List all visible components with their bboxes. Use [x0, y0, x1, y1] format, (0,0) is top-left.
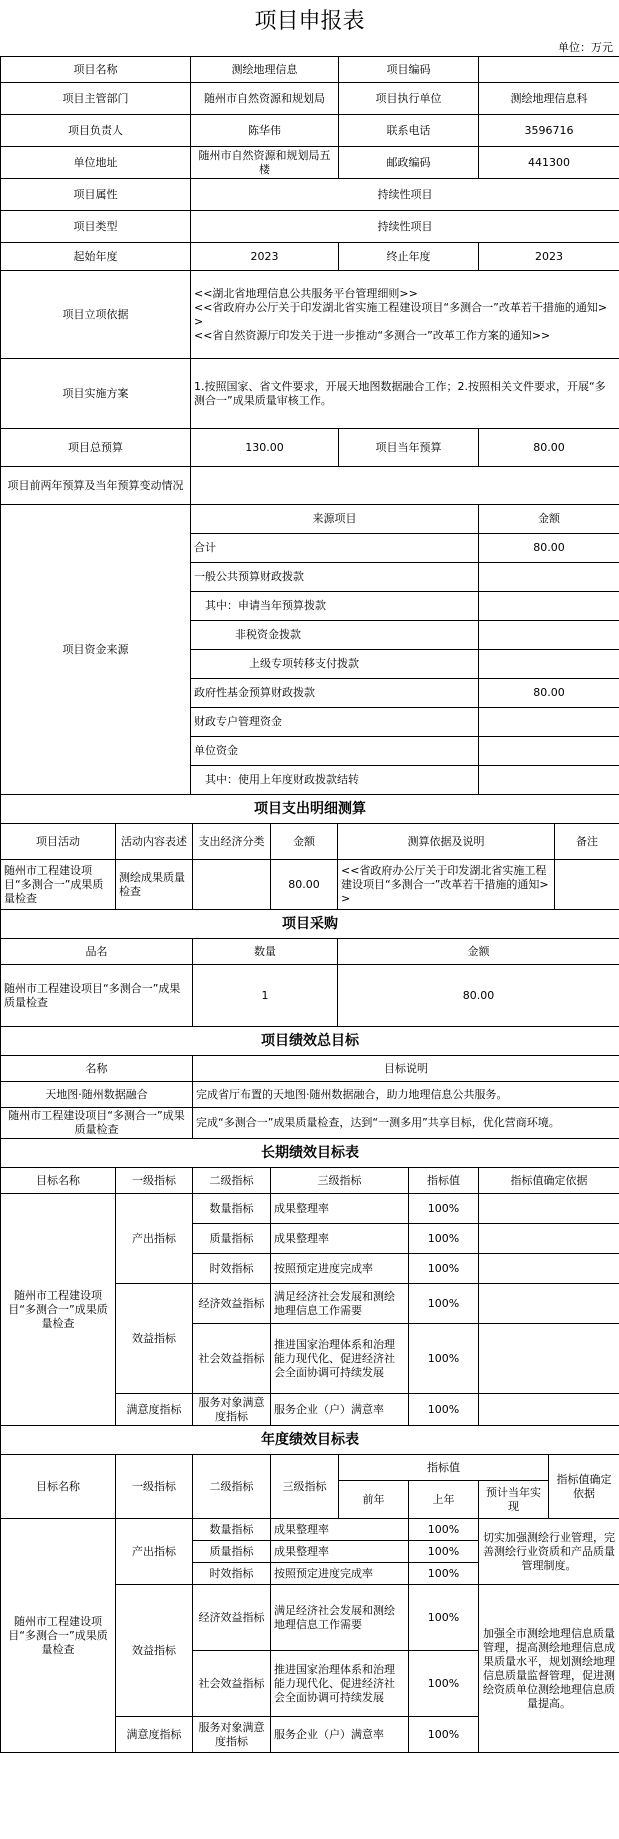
purchase-header: 品名 — [1, 939, 193, 965]
phone-label: 联系电话 — [339, 115, 479, 147]
fund-row-amount — [479, 563, 619, 592]
expense-section-title: 项目支出明细测算 — [1, 795, 619, 824]
annual-l2: 服务对象满意度指标 — [193, 1717, 271, 1753]
fund-row-name: 上级专项转移支付拨款 — [191, 650, 479, 679]
expense-table — [0, 794, 619, 910]
longterm-l3: 成果整理率 — [271, 1194, 409, 1224]
longterm-basis — [479, 1194, 619, 1224]
longterm-l3: 服务企业（户）满意率 — [271, 1394, 409, 1426]
annual-target: 随州市工程建设项目“多测合一”成果质量检查 — [1, 1519, 116, 1753]
exec-value: 测绘地理信息科 — [479, 83, 619, 115]
perf-name: 随州市工程建设项目“多测合一”成果质量检查 — [1, 1108, 193, 1139]
annual-val: 100% — [409, 1651, 479, 1717]
annual-header-l1: 一级指标 — [116, 1455, 193, 1519]
longterm-section-title: 长期绩效目标表 — [1, 1139, 619, 1168]
perf-section-title: 项目绩效总目标 — [1, 1027, 619, 1056]
longterm-l3: 推进国家治理体系和治理能力现代化、促进经济社会全面协调可持续发展 — [271, 1324, 409, 1394]
annual-l3: 成果整理率 — [271, 1519, 409, 1541]
perf-name: 天地图·随州数据融合 — [1, 1082, 193, 1108]
fund-row-name: 财政专户管理资金 — [191, 708, 479, 737]
annual-basis: 加强全市测绘地理信息质量管理，提高测绘地理信息成果质量水平，规划测绘地理信息质量监督管理，促进测绘资质单位测绘地理信息质量提高。 — [479, 1585, 619, 1753]
longterm-basis — [479, 1394, 619, 1426]
longterm-val: 100% — [409, 1324, 479, 1394]
perf-desc: 完成省厅布置的天地图·随州数据融合，助力地理信息公共服务。 — [193, 1082, 619, 1108]
end-value: 2023 — [479, 243, 619, 271]
perf-desc: 完成“多测合一”成果质量检查，达到“一测多用”共享目标，优化营商环境。 — [193, 1108, 619, 1139]
attr-value: 持续性项目 — [191, 179, 619, 211]
total-value: 130.00 — [191, 429, 339, 467]
longterm-l3: 满足经济社会发展和测绘地理信息工作需要 — [271, 1284, 409, 1324]
annual-l2: 社会效益指标 — [193, 1651, 271, 1717]
expense-content: 测绘成果质量检查 — [116, 860, 193, 910]
annual-header-target: 目标名称 — [1, 1455, 116, 1519]
annual-l2: 数量指标 — [193, 1519, 271, 1541]
annual-header-l3: 三级指标 — [271, 1455, 339, 1519]
fund-row-amount: 80.00 — [479, 534, 619, 563]
fund-row-name: 其中：申请当年预算拨款 — [191, 592, 479, 621]
basic-info-table — [0, 56, 619, 505]
change-label: 项目前两年预算及当年预算变动情况 — [1, 467, 191, 505]
annual-l3: 满足经济社会发展和测绘地理信息工作需要 — [271, 1585, 409, 1651]
total-label: 项目总预算 — [1, 429, 191, 467]
annual-val: 100% — [409, 1541, 479, 1563]
annual-header-prev: 上年 — [409, 1481, 479, 1519]
end-label: 终止年度 — [339, 243, 479, 271]
annual-header-cur: 预计当年实现 — [479, 1481, 549, 1519]
annual-basis: 切实加强测绘行业管理，完善测绘行业资质和产品质量管理制度。 — [479, 1519, 619, 1585]
perf-table — [0, 1026, 619, 1139]
expense-header: 金额 — [271, 824, 338, 860]
fund-row-name: 非税资金拨款 — [191, 621, 479, 650]
fund-row-amount: 80.00 — [479, 679, 619, 708]
year-budget-label: 项目当年预算 — [339, 429, 479, 467]
annual-l2: 经济效益指标 — [193, 1585, 271, 1651]
expense-header: 项目活动 — [1, 824, 116, 860]
longterm-l2: 时效指标 — [193, 1254, 271, 1284]
annual-header-basis: 指标值确定依据 — [549, 1455, 619, 1519]
purchase-header: 金额 — [338, 939, 619, 965]
longterm-l2: 服务对象满意度指标 — [193, 1394, 271, 1426]
longterm-l1: 满意度指标 — [116, 1394, 193, 1426]
type-label: 项目类型 — [1, 211, 191, 243]
basis-label: 项目立项依据 — [1, 271, 191, 359]
longterm-basis — [479, 1324, 619, 1394]
annual-l3: 按照预定进度完成率 — [271, 1563, 409, 1585]
expense-header: 活动内容表述 — [116, 824, 193, 860]
longterm-header: 三级指标 — [271, 1168, 409, 1194]
fund-row-name: 合计 — [191, 534, 479, 563]
longterm-l3: 按照预定进度完成率 — [271, 1254, 409, 1284]
owner-value: 陈华伟 — [191, 115, 339, 147]
annual-l3: 成果整理率 — [271, 1541, 409, 1563]
annual-val: 100% — [409, 1563, 479, 1585]
code-value — [479, 57, 619, 83]
longterm-header: 指标值确定依据 — [479, 1168, 619, 1194]
longterm-l2: 社会效益指标 — [193, 1324, 271, 1394]
fund-row-amount — [479, 621, 619, 650]
annual-section-title: 年度绩效目标表 — [1, 1426, 619, 1455]
purchase-name: 随州市工程建设项目“多测合一”成果质量检查 — [1, 965, 193, 1027]
longterm-basis — [479, 1224, 619, 1254]
name-value: 测绘地理信息 — [191, 57, 339, 83]
expense-header: 测算依据及说明 — [338, 824, 555, 860]
longterm-val: 100% — [409, 1194, 479, 1224]
expense-header: 支出经济分类 — [193, 824, 271, 860]
phone-value: 3596716 — [479, 115, 619, 147]
zip-label: 邮政编码 — [339, 147, 479, 179]
annual-l3: 服务企业（户）满意率 — [271, 1717, 409, 1753]
purchase-qty: 1 — [193, 965, 338, 1027]
longterm-header: 二级指标 — [193, 1168, 271, 1194]
attr-label: 项目属性 — [1, 179, 191, 211]
longterm-header: 目标名称 — [1, 1168, 116, 1194]
fund-col-amount: 金额 — [479, 505, 619, 534]
annual-val: 100% — [409, 1519, 479, 1541]
code-label: 项目编码 — [339, 57, 479, 83]
longterm-val: 100% — [409, 1224, 479, 1254]
addr-label: 单位地址 — [1, 147, 191, 179]
addr-value: 随州市自然资源和规划局五楼 — [191, 147, 339, 179]
longterm-l2: 数量指标 — [193, 1194, 271, 1224]
annual-val: 100% — [409, 1717, 479, 1753]
dept-value: 随州市自然资源和规划局 — [191, 83, 339, 115]
fund-row-amount — [479, 650, 619, 679]
perf-header: 目标说明 — [193, 1056, 619, 1082]
year-budget-value: 80.00 — [479, 429, 619, 467]
plan-label: 项目实施方案 — [1, 359, 191, 429]
longterm-l2: 质量指标 — [193, 1224, 271, 1254]
page-title: 项目申报表 — [254, 9, 365, 34]
expense-header: 备注 — [555, 824, 619, 860]
longterm-l2: 经济效益指标 — [193, 1284, 271, 1324]
fund-row-name: 单位资金 — [191, 737, 479, 766]
longterm-basis — [479, 1254, 619, 1284]
annual-header-l2: 二级指标 — [193, 1455, 271, 1519]
longterm-val: 100% — [409, 1254, 479, 1284]
longterm-val: 100% — [409, 1394, 479, 1426]
fund-row-name: 其中：使用上年度财政拨款结转 — [191, 766, 479, 795]
purchase-header: 数量 — [193, 939, 338, 965]
fund-row-name: 政府性基金预算财政拨款 — [191, 679, 479, 708]
expense-note — [555, 860, 619, 910]
plan-value: 1.按照国家、省文件要求，开展天地图数据融合工作；2.按照相关文件要求，开展“多测合一”成果质量审核工作。 — [191, 359, 619, 429]
fund-row-amount — [479, 592, 619, 621]
change-value — [191, 467, 619, 505]
expense-amount: 80.00 — [271, 860, 338, 910]
annual-table — [0, 1425, 619, 1753]
fund-label: 项目资金来源 — [1, 505, 191, 795]
basis-value: <<湖北省地理信息公共服务平台管理细则>> <<省政府办公厅关于印发湖北省实施工程建设项目“多测合一”改革若干措施的通知>> <<省自然资源厅印发关于进一步推动“多测合一”改革工作方案的通知>> — [191, 271, 619, 359]
expense-activity: 随州市工程建设项目“多测合一”成果质量检查 — [1, 860, 116, 910]
longterm-target: 随州市工程建设项目“多测合一”成果质量检查 — [1, 1194, 116, 1426]
annual-l1: 满意度指标 — [116, 1717, 193, 1753]
annual-val: 100% — [409, 1585, 479, 1651]
annual-l1: 产出指标 — [116, 1519, 193, 1585]
zip-value: 441300 — [479, 147, 619, 179]
purchase-section-title: 项目采购 — [1, 910, 619, 939]
type-value: 持续性项目 — [191, 211, 619, 243]
annual-header-prev2: 前年 — [339, 1481, 409, 1519]
longterm-table — [0, 1138, 619, 1426]
start-value: 2023 — [191, 243, 339, 271]
start-label: 起始年度 — [1, 243, 191, 271]
expense-basis: <<省政府办公厅关于印发湖北省实施工程建设项目“多测合一”改革若干措施的通知>> — [338, 860, 555, 910]
annual-l2: 时效指标 — [193, 1563, 271, 1585]
longterm-l3: 成果整理率 — [271, 1224, 409, 1254]
name-label: 项目名称 — [1, 57, 191, 83]
form-frame — [0, 56, 619, 1753]
owner-label: 项目负责人 — [1, 115, 191, 147]
fund-source-table — [0, 504, 619, 795]
fund-row-name: 一般公共预算财政拨款 — [191, 563, 479, 592]
unit-label: 单位：万元 — [558, 41, 613, 54]
annual-l1: 效益指标 — [116, 1585, 193, 1717]
purchase-amount: 80.00 — [338, 965, 619, 1027]
longterm-basis — [479, 1284, 619, 1324]
perf-header: 名称 — [1, 1056, 193, 1082]
annual-l2: 质量指标 — [193, 1541, 271, 1563]
fund-row-amount — [479, 708, 619, 737]
longterm-l1: 产出指标 — [116, 1194, 193, 1284]
longterm-header: 指标值 — [409, 1168, 479, 1194]
dept-label: 项目主管部门 — [1, 83, 191, 115]
fund-row-amount — [479, 766, 619, 795]
fund-row-amount — [479, 737, 619, 766]
expense-class — [193, 860, 271, 910]
longterm-l1: 效益指标 — [116, 1284, 193, 1394]
longterm-val: 100% — [409, 1284, 479, 1324]
longterm-header: 一级指标 — [116, 1168, 193, 1194]
annual-l3: 推进国家治理体系和治理能力现代化、促进经济社会全面协调可持续发展 — [271, 1651, 409, 1717]
annual-header-val: 指标值 — [339, 1455, 549, 1481]
exec-label: 项目执行单位 — [339, 83, 479, 115]
purchase-table — [0, 909, 619, 1027]
fund-col-source: 来源项目 — [191, 505, 479, 534]
